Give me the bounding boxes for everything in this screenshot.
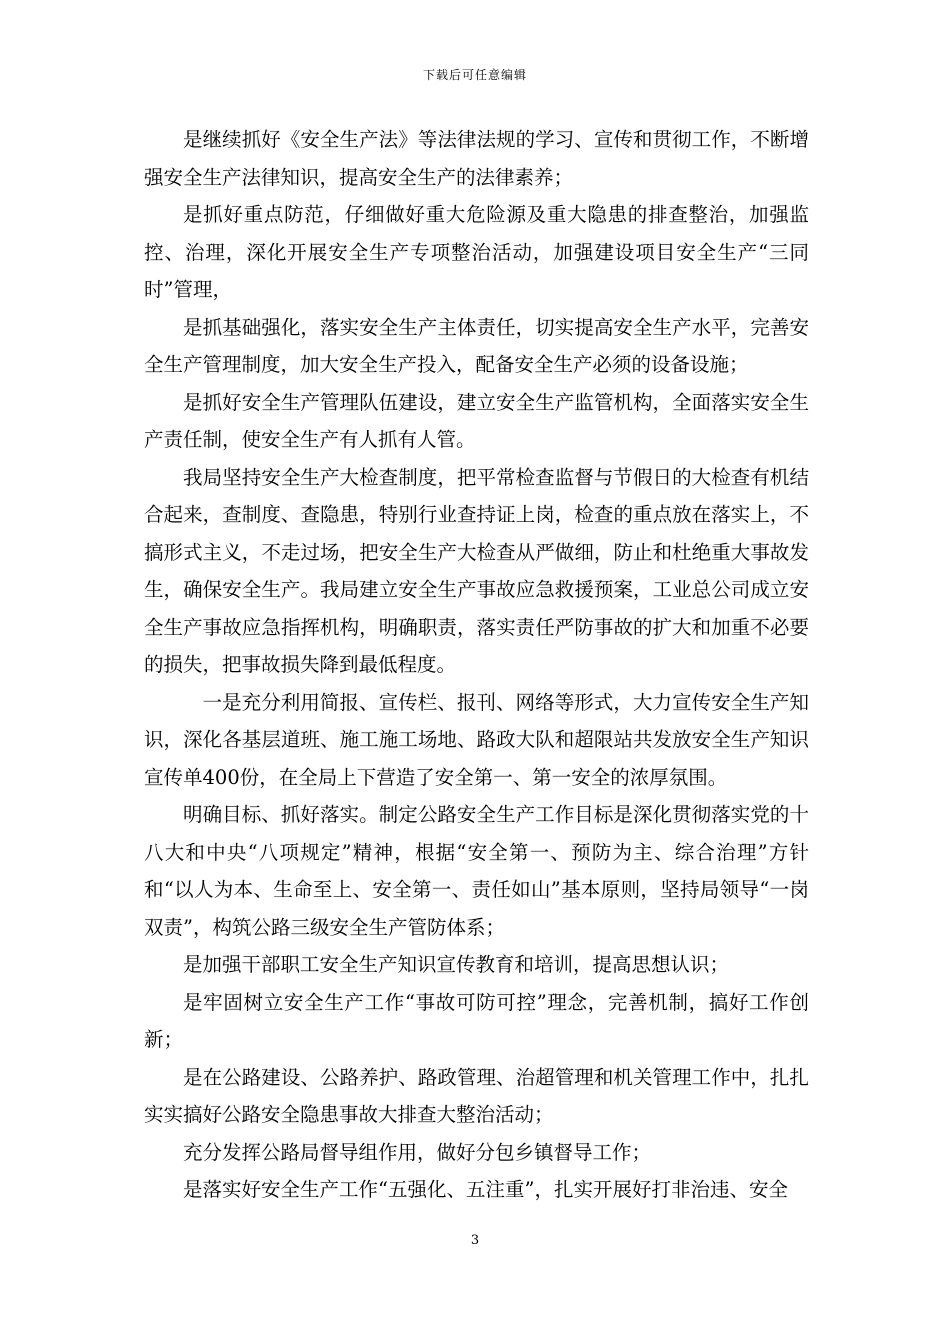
paragraph: 是抓基础强化，落实安全生产主体责任，切实提高安全生产水平，完善安全生产管理制度，加大安全生产投入，配备安全生产必须的设备设施； [144,315,809,376]
paragraph: 是牢固树立安全生产工作“事故可防可控”理念，完善机制，搞好工作创新； [144,990,809,1051]
paragraph: 我局坚持安全生产大检查制度，把平常检查监督与节假日的大检查有机结合起来，查制度、查隐患，特别行业查持证上岗，检查的重点放在落实上，不搞形式主义，不走过场，把安全生产大检查从严做细，防止和杜绝重大事故发生，确保安全生产。我局建立安全生产事故应急救援预案，工业总公司成立安全生产事故应急指挥机构，明确职责，落实责任严防事故的扩大和加重不必要的损失，把事故损失降到最低程度。 [144,465,809,676]
page-number: 3 [470,1233,480,1248]
paragraph: 一是充分利用简报、宣传栏、报刊、网络等形式，大力宣传安全生产知识，深化各基层道班、施工施工场地、路政大队和超限站共发放安全生产知识宣传单400份，在全局上下营造了安全第一、第一安全的浓厚氛围。 [144,690,809,789]
paragraph: 充分发挥公路局督导组作用，做好分包乡镇督导工作； [183,1140,652,1164]
paragraph: 是继续抓好《安全生产法》等法律法规的学习、宣传和贯彻工作，不断增强安全生产法律知识，提高安全生产的法律素养； [144,128,809,189]
paragraph: 是在公路建设、公路养护、路政管理、治超管理和机关管理工作中，扎扎实实搞好公路安全隐患事故大排查大整治活动； [144,1065,809,1126]
paragraph: 明确目标、抓好落实。制定公路安全生产工作目标是深化贯彻落实党的十八大和中央“八项规定”精神，根据“安全第一、预防为主、综合治理”方针和“以人为本、生命至上、安全第一、责任如山”基本原则，坚持局领导“一岗双责”，构筑公路三级安全生产管防体系； [144,803,809,939]
paragraph: 是抓好重点防范，仔细做好重大危险源及重大隐患的排查整治，加强监控、治理，深化开展安全生产专项整治活动，加强建设项目安全生产“三同时”管理， [144,203,809,301]
paragraph: 是抓好安全生产管理队伍建设，建立安全生产监管机构，全面落实安全生产责任制，使安全生产有人抓有人管。 [144,390,809,451]
paragraph: 是加强干部职工安全生产知识宣传教育和培训，提高思想认识； [183,953,730,976]
paragraph: 是落实好安全生产工作“五强化、五注重”，扎实开展好打非治违、安全 [183,1178,788,1201]
document-body [144,121,809,1209]
page-header: 下载后可任意编辑 [422,68,527,82]
